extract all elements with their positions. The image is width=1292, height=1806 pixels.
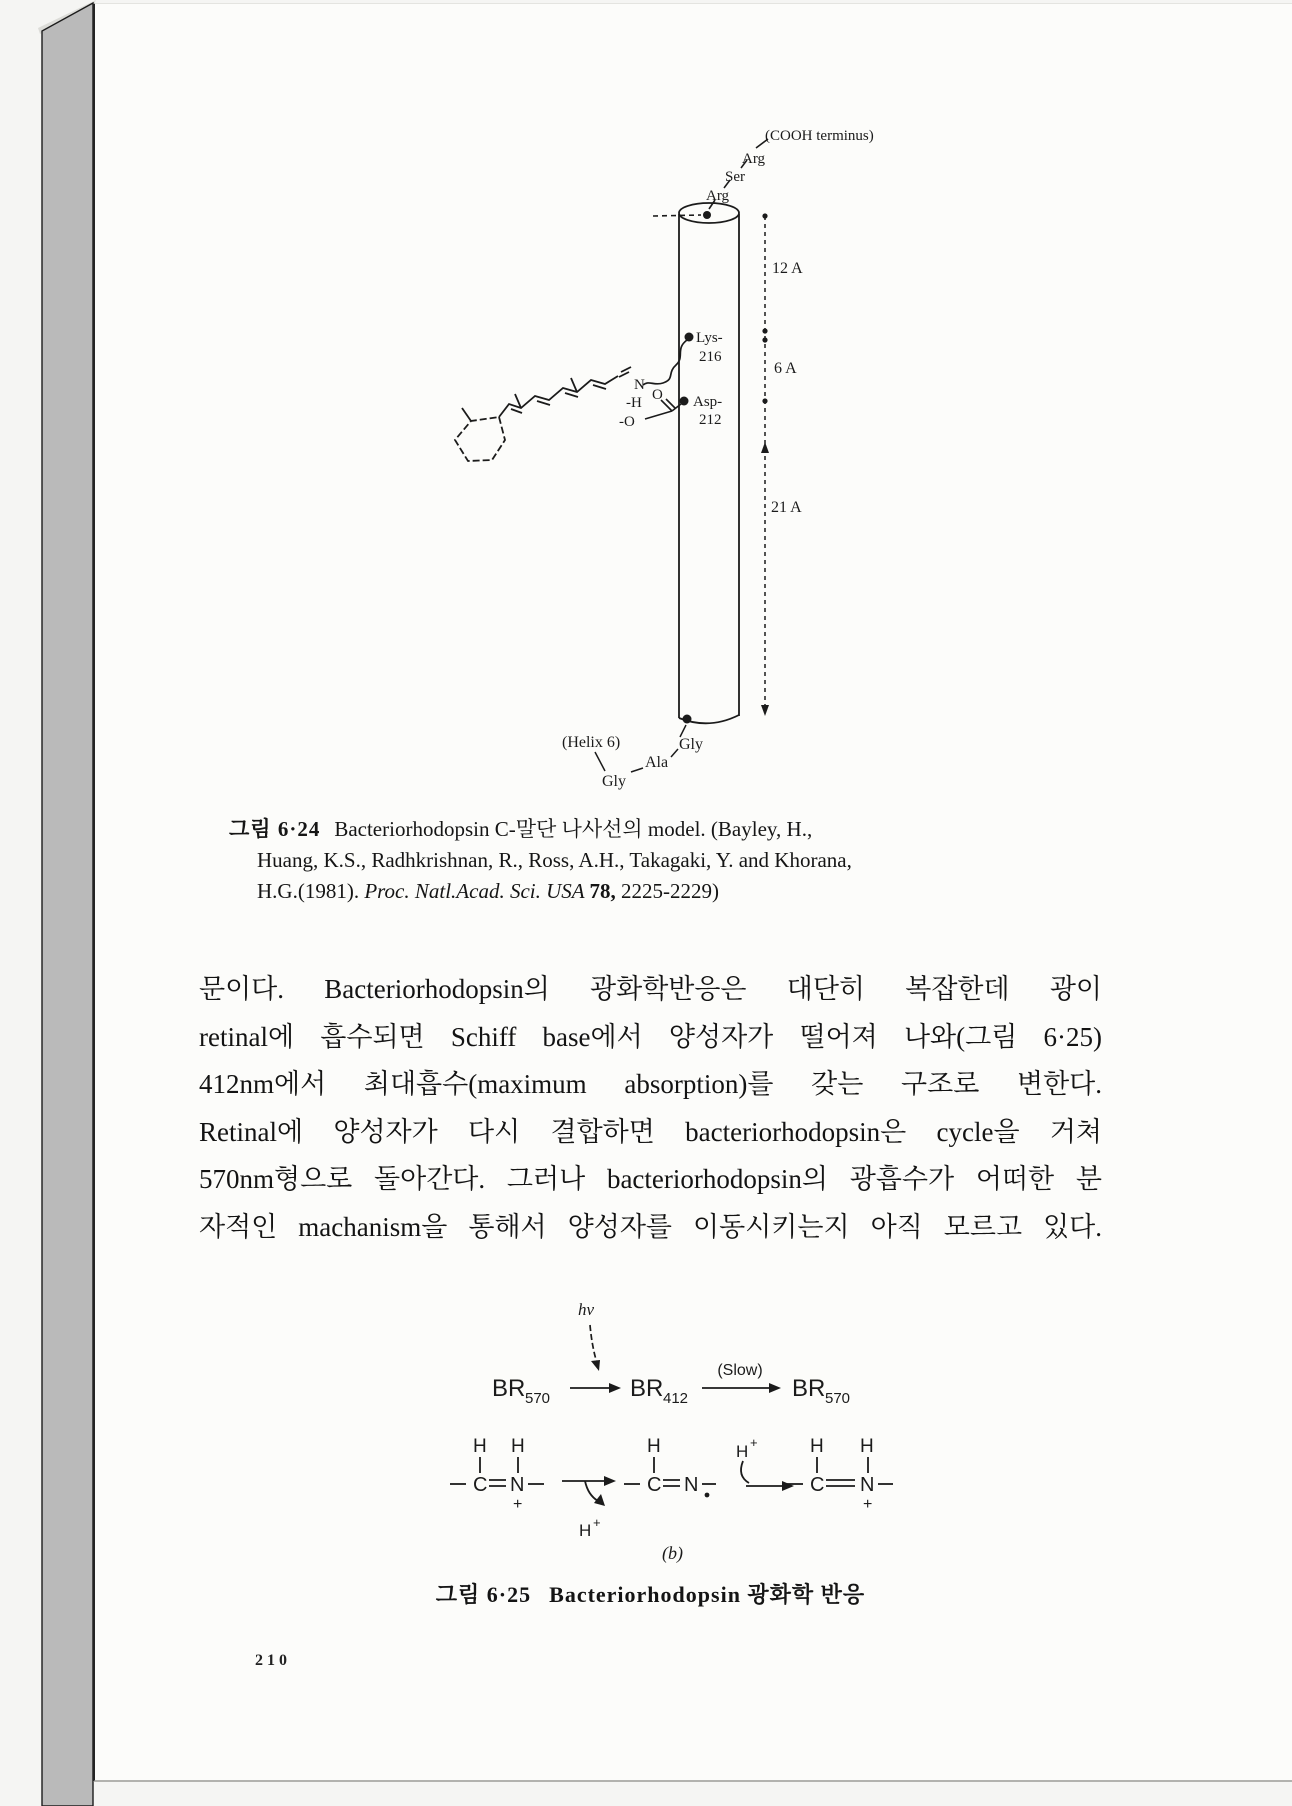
cooh-terminus-label: (COOH terminus) (765, 128, 874, 144)
schiff-nh-atom: -H (626, 395, 642, 411)
caption-line-1 (229, 814, 1109, 845)
dim-6A-label: 6 A (774, 360, 797, 377)
n-atom: N (684, 1474, 699, 1496)
c-atom: C (647, 1474, 662, 1496)
h-plus-leaving: H (579, 1521, 592, 1540)
asp-carboxylate (645, 399, 681, 419)
measurement-line (761, 213, 769, 716)
caption-text: Bacteriorhodopsin C-말단 나사선의 model. (Bayley, H., (334, 817, 813, 841)
spine-strip (42, 3, 93, 1806)
ser-label: Ser (725, 169, 745, 185)
h-atom: H (810, 1436, 824, 1457)
body-line: Retinal에 양성자가 다시 결합하면 bacteriorhodopsin은 cycle을 거쳐 (199, 1116, 1102, 1147)
h-atom: H (647, 1436, 661, 1457)
deprotonation-arrow (562, 1476, 616, 1540)
n-atom: N (860, 1474, 875, 1496)
helix-cylinder (679, 203, 739, 723)
plus-charge: + (863, 1496, 873, 1513)
c-atom: C (810, 1474, 825, 1496)
figure-6-24-caption (229, 814, 1109, 907)
schiff-base-protonated-right (787, 1436, 893, 1513)
br1: BR (492, 1375, 526, 1402)
retinal-chain (455, 367, 631, 461)
caption-line-3 (229, 876, 1109, 907)
caption-text: Bacteriorhodopsin 광화학 반응 (549, 1582, 866, 1607)
lone-pair-dot (705, 1493, 710, 1498)
h-atom: H (473, 1436, 487, 1457)
plus-sup: + (750, 1435, 758, 1450)
hv-arrow (590, 1325, 597, 1363)
caption-ref: H.G.(1981). (257, 879, 365, 903)
dim-21A-label: 21 A (771, 499, 802, 516)
helix6-label: (Helix 6) (562, 734, 621, 751)
figure-6-24-diagram (435, 109, 925, 799)
gly-top-label: Gly (679, 736, 703, 753)
caption-line-2: Huang, K.S., Radhkrishnan, R., Ross, A.H., Takagaki, Y. and Khorana, (257, 848, 852, 872)
hv-label: hν (578, 1300, 595, 1319)
dim-12A-label: 12 A (772, 260, 803, 277)
br1-sub: 570 (525, 1390, 551, 1407)
journal-name: Proc. Natl.Acad. Sci. USA (364, 879, 590, 903)
plus-sup: + (593, 1515, 601, 1530)
figure-number: 그림 6·25 (435, 1582, 532, 1607)
asp-label: Asp- (693, 394, 723, 410)
h-atom: H (511, 1436, 525, 1457)
lys-label: Lys- (696, 330, 723, 346)
br-reaction-row (492, 1362, 850, 1407)
h-atom: H (860, 1436, 874, 1457)
arg-top-label: Arg (742, 151, 766, 167)
panel-b-label: (b) (662, 1543, 683, 1563)
h-plus-adding: H (736, 1442, 749, 1461)
br2-sub: 412 (663, 1390, 689, 1407)
body-line: 570nm형으로 돌아간다. 그러나 bacteriorhodopsin의 광흡수가 어떠한 분 (199, 1164, 1102, 1195)
carboxyl-o-minus-atom: -O (619, 414, 635, 430)
gly-bottom-label: Gly (602, 773, 626, 790)
n-atom: N (510, 1474, 525, 1496)
br3-sub: 570 (825, 1390, 851, 1407)
page-number: 210 (255, 1652, 291, 1669)
figure-6-25-scheme (440, 1289, 920, 1579)
lys-num-label: 216 (699, 349, 722, 365)
body-line: 문이다. Bacteriorhodopsin의 광화학반응은 대단히 복잡한데 광이 (199, 974, 1102, 1004)
body-line: retinal에 흡수되면 Schiff base에서 양성자가 떨어져 나와(그림 6·25) (199, 1021, 1102, 1052)
br3: BR (792, 1375, 826, 1402)
br2: BR (630, 1375, 664, 1402)
c-atom: C (473, 1474, 488, 1496)
arg-bottom-label: Arg (706, 188, 730, 204)
page (93, 3, 1292, 1782)
schiff-base-deprotonated (624, 1436, 716, 1497)
figure-number: 그림 6·24 (229, 817, 321, 841)
carboxyl-o-atom: O (652, 387, 663, 403)
hv-arrowhead (591, 1360, 600, 1371)
lysine-side-chain (643, 340, 687, 385)
ala-label: Ala (645, 754, 669, 771)
plus-charge: + (513, 1496, 523, 1513)
schiff-base-protonated-left (450, 1436, 544, 1513)
helix-bottom-dot (683, 715, 692, 724)
figure-6-25-caption (199, 1578, 1102, 1609)
slow-label: (Slow) (717, 1362, 763, 1379)
body-line: 412nm에서 최대흡수(maximum absorption)를 갖는 구조로 변한다. (199, 1069, 1102, 1100)
journal-pages: 2225-2229) (615, 879, 719, 903)
body-paragraph (199, 966, 1102, 1252)
body-line: 자적인 machanism을 통해서 양성자를 이동시키는지 아직 모르고 있다. (199, 1211, 1102, 1242)
schiff-n-atom: N (634, 377, 645, 393)
asp-num-label: 212 (699, 412, 722, 428)
journal-volume: 78, (589, 879, 616, 903)
reprotonation-arrow (736, 1435, 794, 1491)
